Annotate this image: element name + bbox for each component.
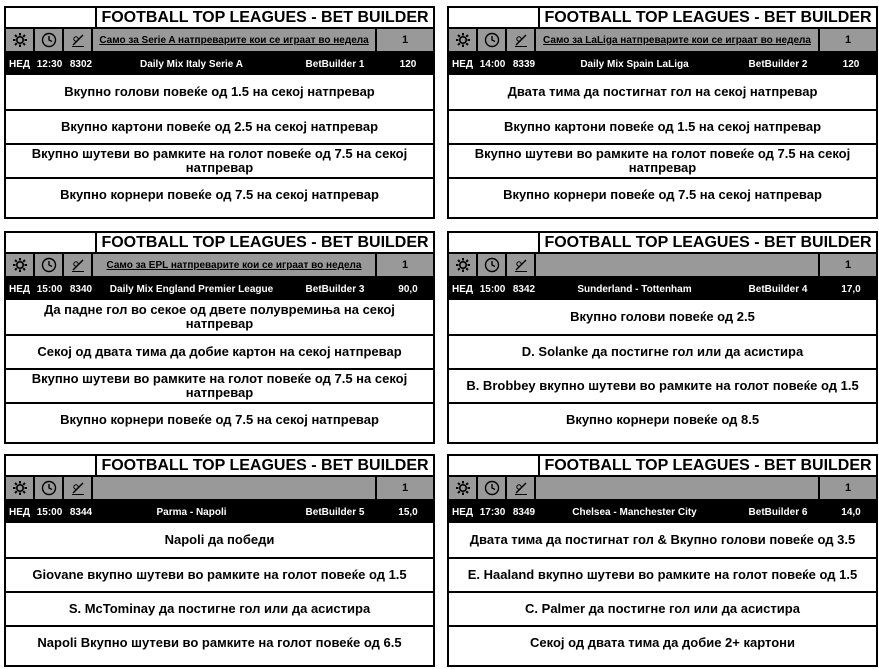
event-time: 14:00 — [479, 58, 506, 70]
selection-row: Вкупно корнери повеќе од 7.5 на секој натпревар — [6, 402, 433, 436]
betbuilder-label: BetBuilder 3 — [305, 283, 365, 295]
edit-icon[interactable] — [64, 477, 93, 499]
betbuilder-label: BetBuilder 2 — [748, 58, 808, 70]
panel-header — [6, 233, 433, 254]
event-name: Parma - Napoli — [156, 506, 227, 518]
panel-title: FOOTBALL TOP LEAGUES - BET BUILDER — [101, 457, 429, 474]
icon-bar — [449, 477, 876, 501]
selection-row: C. Palmer да постигне гол или да асистира — [449, 591, 876, 625]
selection-count: 1 — [844, 259, 852, 271]
panel-title: FOOTBALL TOP LEAGUES - BET BUILDER — [101, 9, 429, 26]
selection-row: Двата тима да постигнат гол на секој натпревар — [507, 84, 818, 99]
clock-icon[interactable] — [35, 254, 64, 276]
logo-area — [449, 233, 540, 252]
gear-icon[interactable] — [6, 254, 35, 276]
selection-row: Вкупно корнери повеќе од 7.5 на секој натпревар — [449, 177, 876, 211]
betbuilder-label: BetBuilder 1 — [305, 58, 365, 70]
league-note — [536, 254, 820, 276]
bet-builder-panel — [447, 231, 878, 444]
selections-list — [449, 523, 876, 659]
selections-list — [6, 300, 433, 436]
panel-title: FOOTBALL TOP LEAGUES - BET BUILDER — [101, 234, 429, 251]
event-time: 15:00 — [479, 283, 506, 295]
icon-bar — [449, 254, 876, 278]
bet-builder-panel — [4, 454, 435, 667]
selection-count: 1 — [401, 34, 409, 46]
clock-icon[interactable] — [478, 254, 507, 276]
event-info-row[interactable] — [6, 501, 433, 523]
odds-value[interactable]: 15,0 — [398, 506, 418, 518]
clock-icon[interactable] — [478, 477, 507, 499]
gear-icon[interactable] — [449, 29, 478, 51]
selection-row: S. McTominay да постигне гол или да асистира — [6, 591, 433, 625]
panel-title: FOOTBALL TOP LEAGUES - BET BUILDER — [544, 457, 872, 474]
selection-count: 1 — [844, 34, 852, 46]
edit-icon[interactable] — [64, 254, 93, 276]
event-name: Daily Mix Italy Serie A — [139, 58, 243, 70]
event-name: Sunderland - Tottenham — [577, 283, 692, 295]
event-code: 8339 — [512, 58, 536, 70]
selections-list — [449, 300, 876, 436]
selection-row: Вкупно шутеви во рамките на голот повеќе од 7.5 на секој натпревар — [6, 368, 433, 402]
clock-icon[interactable] — [35, 477, 64, 499]
logo-area — [6, 456, 97, 475]
icon-bar — [449, 29, 876, 53]
panel-title: FOOTBALL TOP LEAGUES - BET BUILDER — [544, 9, 872, 26]
edit-icon[interactable] — [507, 254, 536, 276]
bet-builder-panel — [4, 231, 435, 444]
odds-value[interactable]: 17,0 — [841, 283, 861, 295]
selections-list — [6, 523, 433, 659]
event-name: Daily Mix England Premier League — [109, 283, 274, 295]
event-day: НЕД — [9, 506, 31, 518]
panel-title: FOOTBALL TOP LEAGUES - BET BUILDER — [544, 234, 872, 251]
event-time: 17:30 — [479, 506, 506, 518]
event-code: 8344 — [69, 506, 93, 518]
icon-bar — [6, 29, 433, 53]
league-note: Само за EPL натпреварите кои се играат во недела — [93, 254, 377, 276]
event-info-row[interactable] — [449, 278, 876, 300]
selection-row: B. Brobbey вкупно шутеви во рамките на голот повеќе од 1.5 — [449, 368, 876, 402]
betbuilder-label: BetBuilder 4 — [748, 283, 808, 295]
logo-area — [449, 456, 540, 475]
selection-row: Вкупно корнери повеќе од 7.5 на секој натпревар — [6, 177, 433, 211]
event-time: 12:30 — [36, 58, 63, 70]
panel-header — [449, 456, 876, 477]
icon-bar — [6, 477, 433, 501]
event-time: 15:00 — [36, 506, 63, 518]
event-name: Chelsea - Manchester City — [572, 506, 697, 518]
selection-row: Секој од двата тима да добие картон на секој натпревар — [6, 334, 433, 368]
edit-icon[interactable] — [64, 29, 93, 51]
event-code: 8349 — [512, 506, 536, 518]
selection-count: 1 — [844, 482, 852, 494]
event-day: НЕД — [452, 58, 474, 70]
gear-icon[interactable] — [449, 477, 478, 499]
selection-row: Вкупно шутеви во рамките на голот повеќе од 7.5 на секој натпревар — [6, 143, 433, 177]
event-name: Daily Mix Spain LaLiga — [580, 58, 689, 70]
gear-icon[interactable] — [6, 29, 35, 51]
event-day: НЕД — [452, 283, 474, 295]
event-info-row[interactable] — [6, 278, 433, 300]
panel-header — [449, 8, 876, 29]
event-code: 8342 — [512, 283, 536, 295]
event-time: 15:00 — [36, 283, 63, 295]
clock-icon[interactable] — [478, 29, 507, 51]
selection-row: Napoli да победи — [164, 532, 275, 547]
odds-value[interactable]: 120 — [399, 58, 417, 70]
selection-row: Giovane вкупно шутеви во рамките на голот повеќе од 1.5 — [6, 557, 433, 591]
event-day: НЕД — [452, 506, 474, 518]
panel-header — [6, 8, 433, 29]
league-note: Само за Serie A натпреварите кои се играат во недела — [93, 29, 377, 51]
selection-row: D. Solanke да постигне гол или да асистира — [449, 334, 876, 368]
logo-area — [6, 233, 97, 252]
panel-header — [449, 233, 876, 254]
selection-row: Да падне гол во секое од двете полувремиња на секој натпревар — [44, 302, 395, 331]
league-note — [93, 477, 377, 499]
selection-row: Двата тима да постигнат гол & Вкупно голови повеќе од 3.5 — [469, 532, 856, 547]
logo-area — [449, 8, 540, 27]
odds-value[interactable]: 90,0 — [398, 283, 418, 295]
selection-count: 1 — [401, 259, 409, 271]
panel-header — [6, 456, 433, 477]
icon-bar — [6, 254, 433, 278]
selection-row: Вкупно корнери повеќе од 8.5 — [449, 402, 876, 436]
selection-row: Секој од двата тима да добие 2+ картони — [449, 625, 876, 659]
event-day: НЕД — [9, 283, 31, 295]
event-code: 8340 — [69, 283, 93, 295]
selections-list — [6, 75, 433, 211]
betbuilder-label: BetBuilder 6 — [748, 506, 808, 518]
odds-value[interactable]: 14,0 — [841, 506, 861, 518]
selection-row: Вкупно шутеви во рамките на голот повеќе од 7.5 на секој натпревар — [449, 143, 876, 177]
event-day: НЕД — [9, 58, 31, 70]
event-code: 8302 — [69, 58, 93, 70]
odds-value[interactable]: 120 — [842, 58, 860, 70]
selection-row: Вкупно картони повеќе од 2.5 на секој натпревар — [6, 109, 433, 143]
event-info-row[interactable] — [449, 501, 876, 523]
selection-row: E. Haaland вкупно шутеви во рамките на голот повеќе од 1.5 — [449, 557, 876, 591]
bet-builder-panel — [447, 6, 878, 219]
logo-area — [6, 8, 97, 27]
edit-icon[interactable] — [507, 477, 536, 499]
selection-row: Вкупно картони повеќе од 1.5 на секој натпревар — [449, 109, 876, 143]
event-info-row[interactable] — [449, 53, 876, 75]
gear-icon[interactable] — [6, 477, 35, 499]
selection-row: Вкупно голови повеќе од 2.5 — [570, 309, 755, 324]
bet-builder-panel — [447, 454, 878, 667]
clock-icon[interactable] — [35, 29, 64, 51]
selection-row: Вкупно голови повеќе од 1.5 на секој натпревар — [64, 84, 375, 99]
selection-count: 1 — [401, 482, 409, 494]
league-note: Само за LaLiga натпреварите кои се играат во недела — [536, 29, 820, 51]
betbuilder-label: BetBuilder 5 — [305, 506, 365, 518]
edit-icon[interactable] — [507, 29, 536, 51]
event-info-row[interactable] — [6, 53, 433, 75]
selections-list — [449, 75, 876, 211]
bet-builder-panel — [4, 6, 435, 219]
league-note — [536, 477, 820, 499]
selection-row: Napoli Вкупно шутеви во рамките на голот повеќе од 6.5 — [6, 625, 433, 659]
gear-icon[interactable] — [449, 254, 478, 276]
